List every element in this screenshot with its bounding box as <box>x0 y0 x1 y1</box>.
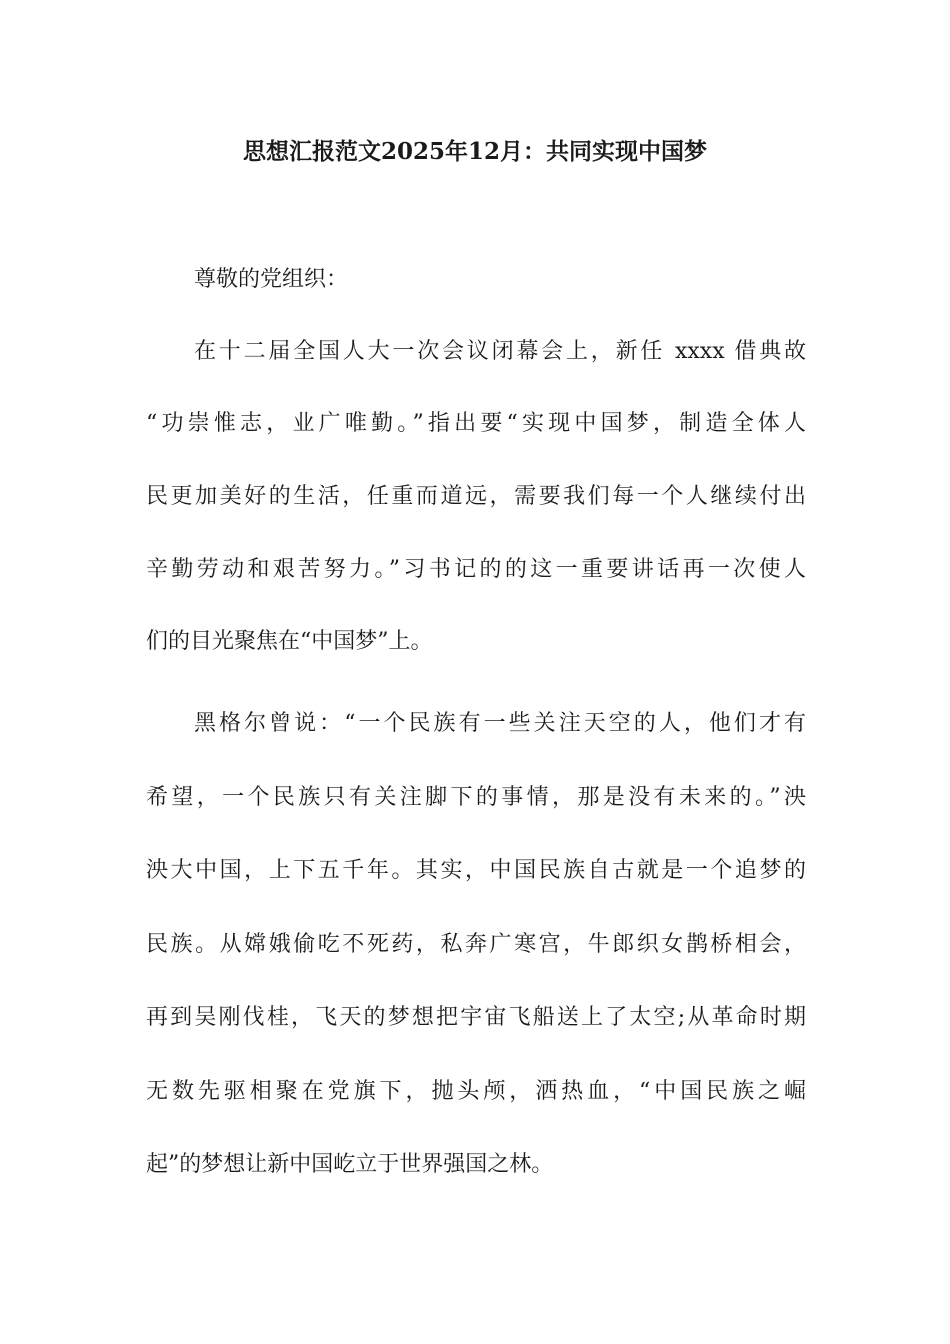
paragraph-2-line-3: 泱大中国，上下五千年。其实，中国民族自古就是一个追梦的 <box>146 858 806 883</box>
salutation: 尊敬的党组织： <box>194 267 349 292</box>
paragraph-1-line-2: “功崇惟志，业广唯勤。”指出要“实现中国梦，制造全体人 <box>146 411 806 436</box>
paragraph-1-line-4: 辛勤劳动和艰苦努力。”习书记的的这一重要讲话再一次使人 <box>146 557 806 582</box>
paragraph-2-line-5: 再到吴刚伐桂，飞天的梦想把宇宙飞船送上了太空;从革命时期 <box>146 1005 806 1030</box>
paragraph-2-line-7: 起”的梦想让新中国屹立于世界强国之林。 <box>146 1152 554 1177</box>
paragraph-2-line-1: 黑格尔曾说：“一个民族有一些关注天空的人，他们才有 <box>194 711 806 736</box>
document-title: 思想汇报范文2025年12月：共同实现中国梦 <box>242 138 708 165</box>
paragraph-2-line-6: 无数先驱相聚在党旗下，抛头颅，洒热血，“中国民族之崛 <box>146 1079 806 1104</box>
paragraph-2-line-2: 希望，一个民族只有关注脚下的事情，那是没有未来的。”泱 <box>146 785 806 810</box>
paragraph-1-line-1: 在十二届全国人大一次会议闭幕会上，新任 xxxx 借典故 <box>194 339 806 364</box>
paragraph-1-line-5: 们的目光聚焦在“中国梦”上。 <box>146 629 433 654</box>
paragraph-1-line-3: 民更加美好的生活，任重而道远，需要我们每一个人继续付出 <box>146 484 806 509</box>
paragraph-2-line-4: 民族。从嫦娥偷吃不死药，私奔广寒宫，牛郎织女鹊桥相会， <box>146 932 806 957</box>
